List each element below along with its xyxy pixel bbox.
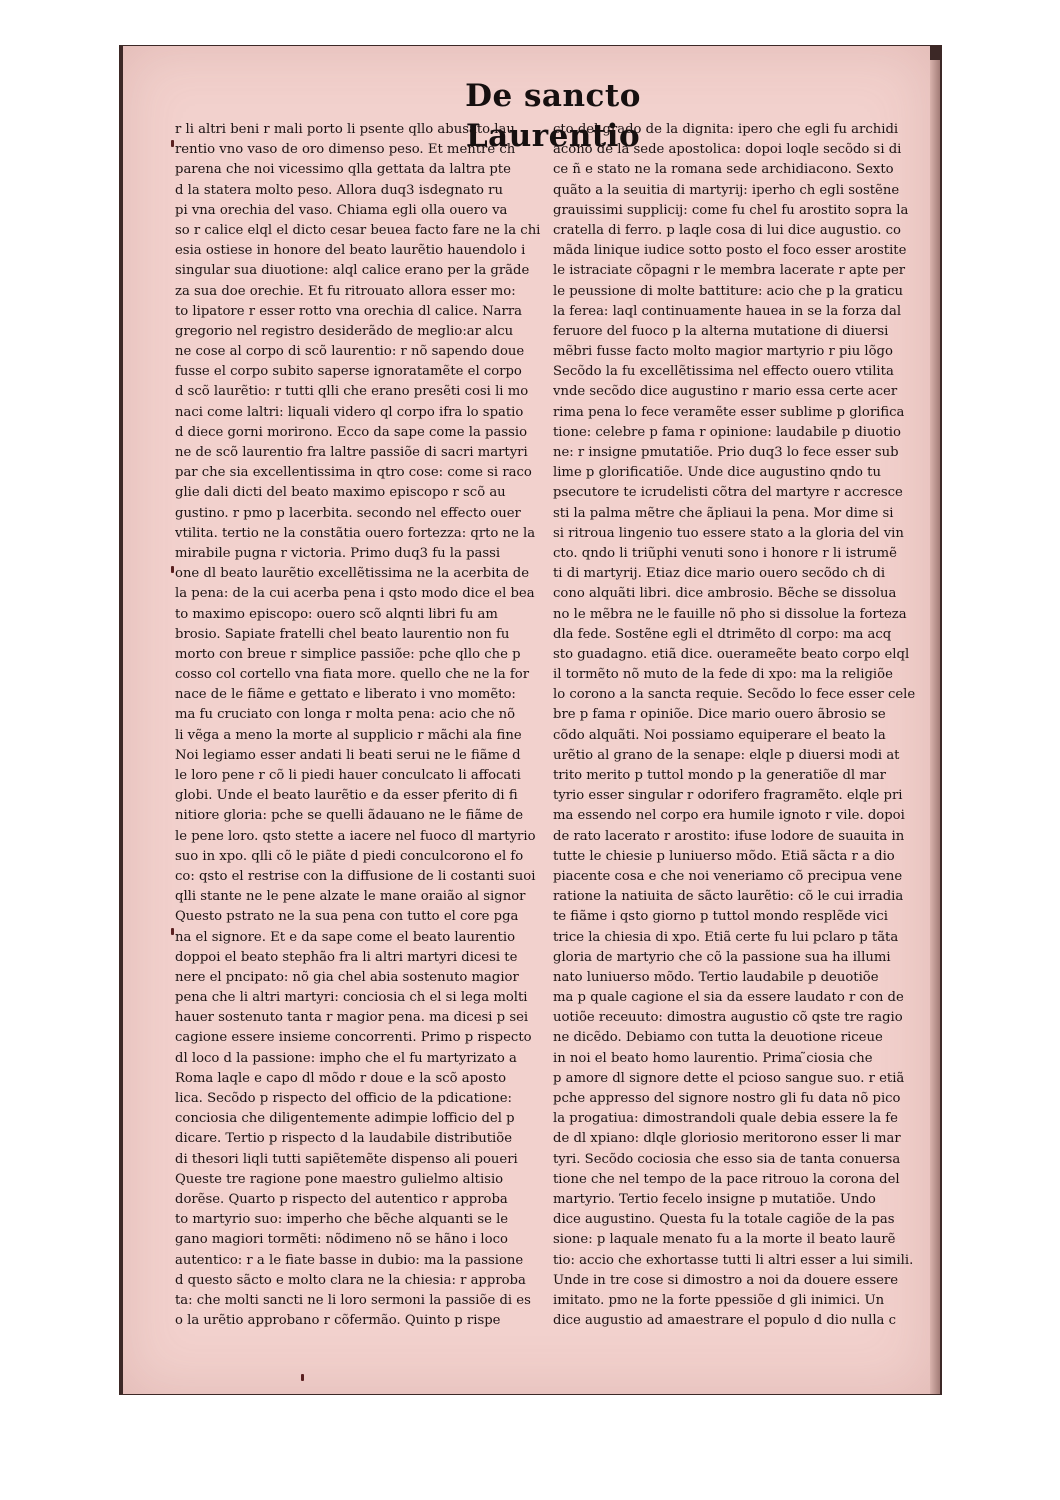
text-line: la pena: de la cui acerba pena i qsto modo dice el bea — [175, 586, 535, 602]
text-line: globi. Unde el beato laurẽtio e da esser pferito di fi — [175, 788, 518, 804]
text-line: la ferea: laql continuamente hauea in se la forza dal — [553, 303, 902, 319]
text-line: tione: celebre p fama r opinione: laudabile p diuotio — [553, 424, 901, 440]
text-line: morto con breue r simplice passiõe: pche qllo che p — [175, 646, 521, 662]
text-line: lime p glorificatiõe. Unde dice augustino qndo tu — [553, 465, 881, 481]
text-line: nace de le fiãme e gettato e liberato i vno momẽto: — [175, 687, 516, 703]
text-line: pche appresso del signore nostro gli fu data nõ pico — [553, 1091, 901, 1106]
text-line: ta: che molti sancti ne li loro sermoni la passiõe di es — [175, 1292, 531, 1308]
text-line: Unde in tre cose si dimostro a noi da douere essere — [553, 1272, 899, 1288]
text-line: dla fede. Sostẽne egli el dtrimẽto dl corpo: ma acq — [553, 626, 892, 642]
text-line: le pene loro. qsto stette a iacere nel fuoco dl martyrio — [175, 828, 536, 844]
text-line: tyri. Secõdo cociosia che esso sia de tanta conuersa — [553, 1151, 901, 1167]
text-line: nato luniuerso mõdo. Tertio laudabile p deuotiõe — [553, 969, 879, 985]
text-line: rima pena lo fece veramẽte esser sublime p glorifica — [553, 404, 905, 420]
text-line: Secõdo la fu excellẽtissima nel effecto ouero vtilita — [553, 364, 894, 380]
text-line: cto. qndo li triũphi venuti sono i honore r li istrumẽ — [553, 545, 897, 561]
text-line: tione che nel tempo de la pace ritrouo la corona del — [553, 1171, 900, 1187]
text-line: cratella di ferro. p laqle cosa di lui dice augustio. co — [553, 222, 901, 238]
text-line: trice la chiesia di xpo. Etiã certe fu lui pclaro p tãta — [553, 929, 899, 945]
text-line: gano magiori tormẽti: nõdimeno nõ se hãno i loco — [175, 1232, 508, 1248]
right-text-column — [553, 120, 923, 1331]
text-line: te fiãme i qsto giorno p tuttol mondo resplẽde vici — [553, 909, 888, 925]
text-line: to lipatore r esser rotto vna orechia dl calice. Narra — [175, 303, 522, 319]
text-line: no le mẽbra ne le fauille nõ pho si dissolue la forteza — [553, 606, 907, 622]
text-line: gregorio nel registro desiderãdo de meglio:ar alcu — [175, 323, 514, 339]
text-line: urẽtio al grano de la senape: elqle p diuersi modi at — [553, 747, 900, 763]
margin-mark — [171, 566, 174, 573]
text-line: mẽbri fusse facto molto magior martyrio r piu lõgo — [553, 344, 893, 360]
text-line: brosio. Sapiate fratelli chel beato laurentio non fu — [175, 626, 510, 642]
margin-mark — [171, 140, 174, 147]
text-line: co: qsto el restrise con la diffusione de li costanti suoi — [175, 868, 536, 884]
text-line: dorẽse. Quarto p rispecto del autentico r approba — [175, 1191, 508, 1207]
text-line: tutte le chiesie p luniuerso mõdo. Etiã sãcta r a dio — [553, 848, 895, 864]
text-line: dice augustino. Questa fu la totale cagiõe de la pas — [553, 1212, 895, 1228]
text-line: pena che li altri martyri: conciosia ch el si lega molti — [175, 990, 528, 1006]
text-line: za sua doe orechie. Et fu ritrouato allora esser mo: — [175, 283, 516, 299]
text-line: mãda linique iudice sotto posto el foco esser arostite — [553, 243, 907, 259]
text-line: gustino. r pmo p lacerbita. secondo nel effecto ouer — [175, 505, 521, 521]
text-line: r li altri beni r mali porto li psente qllo abusato lau — [175, 122, 515, 137]
left-text-column — [175, 120, 545, 1331]
book-page — [123, 46, 930, 1394]
text-line: imitato. pmo ne la forte ppessiõe d gli inimici. Un — [553, 1292, 885, 1308]
text-line: ma essendo nel corpo era humile ignoto r vile. dopoi — [553, 808, 905, 824]
text-line: to martyrio suo: imperho che bẽche alquanti se le — [175, 1212, 509, 1228]
text-line: naci come laltri: liquali videro ql corpo ifra lo spatio — [175, 404, 524, 420]
text-line: d scõ laurẽtio: r tutti qlli che erano presẽti cosi li mo — [175, 384, 529, 400]
running-title: De sancto Laurentio — [465, 78, 641, 154]
text-line: le istraciate cõpagni r le membra lacerate r apte per — [553, 263, 906, 279]
adjacent-page-edge — [930, 60, 940, 1394]
text-line: cono alquãti libri. dice ambrosio. Bẽche se dissolua — [553, 586, 897, 602]
text-line: trito merito p tuttol mondo p la generatiõe dl mar — [553, 768, 886, 783]
text-line: hauer sostenuto tanta r magior pena. ma dicesi p sei — [175, 1010, 529, 1026]
text-line: ma p quale cagione el sia da essere laudato r con de — [553, 990, 904, 1006]
text-line: glie dali dicti del beato maximo episcopo r scõ au — [175, 485, 506, 501]
text-line: p amore dl signore dette el pcioso sangue suo. r etiã — [553, 1070, 905, 1086]
text-line: Noi legiamo esser andati li beati serui ne le fiãme d — [175, 747, 521, 763]
text-line: le loro pene r cõ li piedi hauer conculcato li affocati — [175, 768, 521, 783]
text-line: cagione essere insieme concorrenti. Primo p rispecto — [175, 1030, 532, 1046]
text-line: sti la palma mẽtre che ãpliaui la pena. Mor dime si — [553, 505, 894, 521]
text-line: to maximo episcopo: ouero scõ alqnti libri fu am — [175, 606, 498, 622]
text-line: esia ostiese in honore del beato laurẽtio hauendolo i — [175, 243, 526, 259]
text-line: sione: p laquale menato fu a la morte il beato laurẽ — [553, 1232, 896, 1248]
text-line: d la statera molto peso. Allora duq3 isdegnato ru — [175, 182, 503, 198]
text-line: le peussione di molte battiture: acio che p la graticu — [553, 283, 903, 299]
text-line: il tormẽto nõ muto de la fede di xpo: ma la religiõe — [553, 667, 893, 683]
text-line: cõdo alquãti. Noi possiamo equiperare el beato la — [553, 727, 886, 743]
text-line: vtilita. tertio ne la constãtia ouero fortezza: qrto ne la — [175, 525, 536, 541]
text-line: par che sia excellentissima in qtro cose: come si raco — [175, 465, 532, 481]
text-line: ne cose al corpo di scõ laurentio: r nõ sapendo doue — [175, 344, 525, 360]
text-line: ratione la natiuita de sãcto laurẽtio: cõ le cui irradia — [553, 889, 904, 905]
text-line: parena che noi vicessimo qlla gettata da laltra pte — [175, 162, 511, 178]
text-line: pi vna orechia del vaso. Chiama egli olla ouero va — [175, 202, 508, 218]
text-line: singular sua diuotione: alql calice erano per la grãde — [175, 263, 530, 279]
text-line: conciosia che diligentemente adimpie lofficio del p — [175, 1111, 515, 1127]
text-line: nitiore gloria: pche se quelli ãdauano ne le fiãme de — [175, 808, 524, 824]
text-line: la progatiua: dimostrandoli quale debia essere la fe — [553, 1111, 898, 1127]
text-line: one dl beato laurẽtio excellẽtissima ne la acerbita de — [175, 566, 530, 582]
text-line: cosso col cortello vna fiata more. quello che ne la for — [175, 667, 530, 683]
margin-mark — [301, 1374, 304, 1381]
text-line: ne de scõ laurentio fra laltre passiõe di sacri martyri — [175, 445, 528, 460]
text-line: lica. Secõdo p rispecto del officio de la pdicatione: — [175, 1091, 512, 1106]
text-line: de dl xpiano: dlqle gloriosio meritorono esser li mar — [553, 1131, 901, 1147]
text-line: ma fu cruciato con longa r molta pena: acio che nõ — [175, 707, 516, 723]
text-line: qlli stante ne le pene alzate le mane oraião al signor — [175, 889, 526, 905]
text-line: acono de la sede apostolica: dopoi loqle secõdo si di — [553, 142, 902, 158]
text-line: tyrio esser singular r odorifero fragramẽto. elqle pri — [553, 788, 903, 804]
text-line: d diece gorni morirono. Ecco da sape come la passio — [175, 424, 528, 440]
text-line: Questo pstrato ne la sua pena con tutto el core pga — [175, 909, 519, 925]
text-line: fusse el corpo subito saperse ignoratamẽte el corpo — [175, 364, 522, 380]
text-line: vnde secõdo dice augustino r mario essa certe acer — [553, 384, 898, 400]
text-line: cto del grado de la dignita: ipero che egli fu archidi — [553, 122, 899, 137]
text-line: bre p fama r opiniõe. Dice mario ouero ãbrosio se — [553, 707, 886, 723]
text-line: de rato lacerato r arostito: ifuse lodore de suauita in — [553, 828, 905, 844]
text-line: na el signore. Et e da sape come el beato laurentio — [175, 929, 516, 945]
text-line: ti di martyrij. Etiaz dice mario ouero secõdo ch di — [553, 566, 886, 582]
text-line: ce ñ e stato ne la romana sede archidiacono. Sexto — [553, 162, 894, 178]
text-line: feruore del fuoco p la alterna mutatione di diuersi — [553, 323, 889, 339]
text-line: li vẽga a meno la morte al supplicio r mãchi ala fine — [175, 727, 522, 743]
text-line: autentico: r a le fiate basse in dubio: ma la passione — [175, 1252, 524, 1268]
text-line: sto guadagno. etiã dice. ouerameẽte beato corpo elql — [553, 646, 910, 662]
text-line: o la urẽtio approbano r cõfermão. Quinto p rispe — [175, 1313, 501, 1329]
text-line: dicare. Tertio p rispecto d la laudabile distributiõe — [175, 1131, 513, 1147]
text-line: d questo sãcto e molto clara ne la chiesia: r approba — [175, 1272, 526, 1288]
text-line: ne dicẽdo. Debiamo con tutta la deuotione riceue — [553, 1030, 883, 1046]
margin-mark — [171, 928, 174, 935]
text-line: di thesori liqli tutti sapiẽtemẽte dispenso ali poueri — [175, 1151, 518, 1167]
text-line: piacente cosa e che noi veneriamo cõ precipua vene — [553, 868, 903, 884]
text-line: si ritroua lingenio tuo essere stato a la gloria del vin — [553, 525, 904, 541]
text-line: doppoi el beato stephão fra li altri martyri dicesi te — [175, 949, 518, 965]
text-line: Roma laqle e capo dl mõdo r doue e la scõ aposto — [175, 1070, 507, 1086]
text-line: so r calice elql el dicto cesar beuea facto fare ne la chi — [175, 222, 541, 238]
text-line: quãto a la seuitia di martyrij: iperho ch egli sostẽne — [553, 182, 900, 198]
text-line: uotiõe receuuto: dimostra augustio cõ qste tre ragio — [553, 1010, 903, 1026]
text-line: dice augustio ad amaestrare el populo d dio nulla c — [553, 1313, 896, 1329]
text-line: martyrio. Tertio fecelo insigne p mutatiõe. Undo — [553, 1191, 876, 1207]
text-line: suo in xpo. qlli cõ le piãte d piedi conculcorono el fo — [175, 848, 524, 864]
text-line: rentio vno vaso de oro dimenso peso. Et mentre ch — [175, 142, 516, 158]
text-line: nere el pncipato: nõ gia chel abia sostenuto magior — [175, 969, 519, 985]
text-line: gloria de martyrio che cõ la passione sua ha illumi — [553, 949, 891, 965]
text-line: grauissimi supplicij: come fu chel fu arostito sopra la — [553, 202, 909, 218]
text-line: ne: r insigne pmutatiõe. Prio duq3 lo fece esser sub — [553, 445, 899, 460]
text-line: dl loco d la passione: impho che el fu martyrizato a — [175, 1050, 517, 1066]
text-line: mirabile pugna r victoria. Primo duq3 fu la passi — [175, 545, 501, 561]
text-line: tio: accio che exhortasse tutti li altri esser a lui simili. — [553, 1252, 914, 1268]
text-line: in noi el beato homo laurentio. Prima ̃ciosia che — [553, 1050, 873, 1066]
text-line: psecutore te icrudelisti cõtra del martyre r accresce — [553, 485, 903, 501]
text-line: lo corono a la sancta requie. Secõdo lo fece esser cele — [553, 687, 916, 703]
text-line: Queste tre ragione pone maestro gulielmo altisio — [175, 1171, 504, 1187]
